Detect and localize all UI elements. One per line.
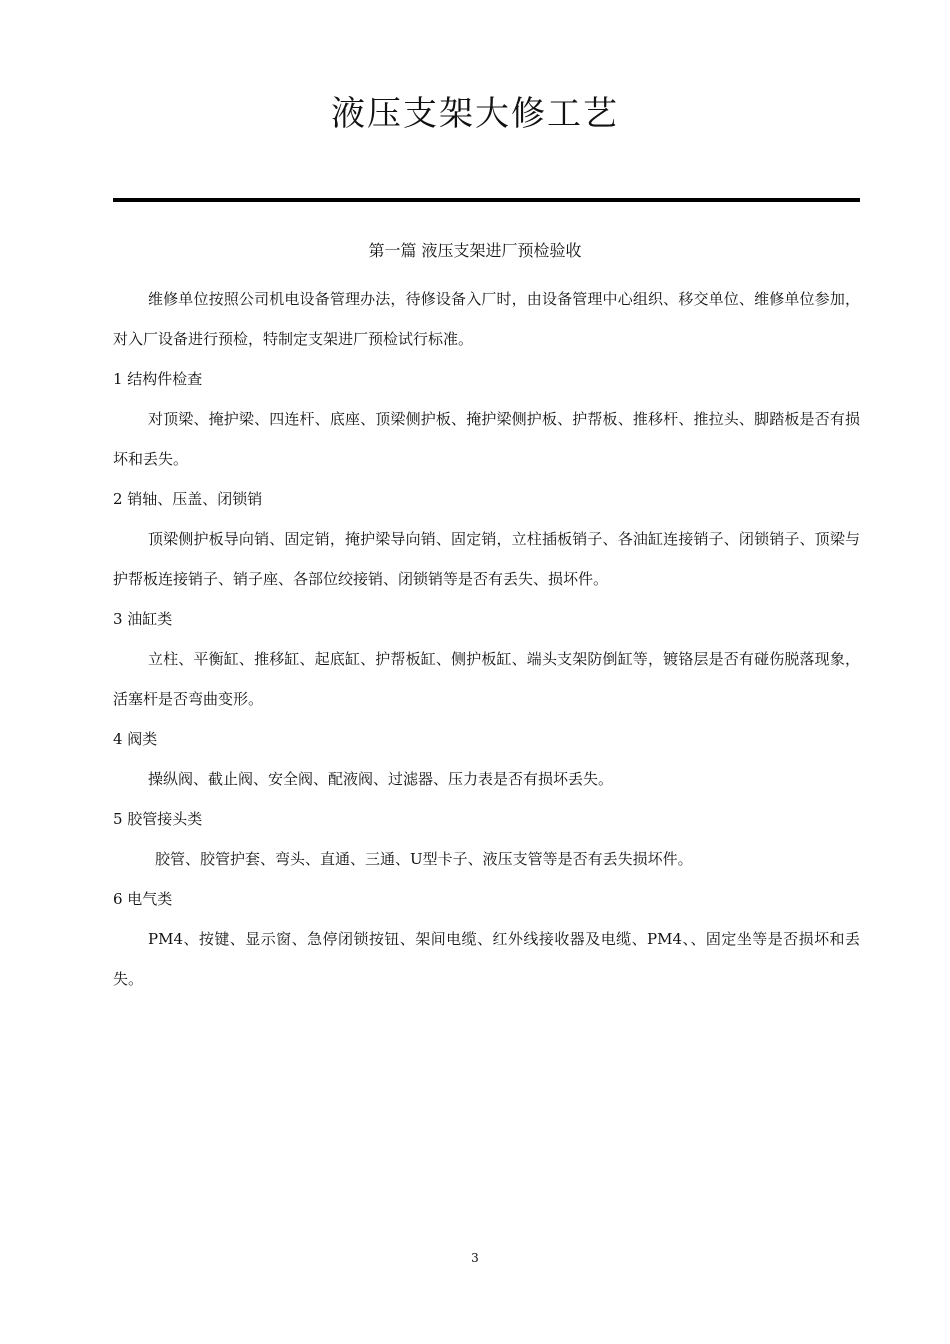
item-heading-pins: 2 销轴、压盖、闭锁销	[113, 490, 263, 508]
item-heading-valves: 4 阀类	[113, 730, 158, 748]
item-text-cylinders: 立柱、平衡缸、推移缸、起底缸、护帮板缸、侧护板缸、端头支架防倒缸等，镀铬层是否有碰伤脱落现象，活塞杆是否弯曲变形。	[113, 650, 860, 708]
item-heading-hoses: 5 胶管接头类	[113, 810, 203, 828]
intro-paragraph: 维修单位按照公司机电设备管理办法，待修设备入厂时，由设备管理中心组织、移交单位、维修单位参加，对入厂设备进行预检，特制定支架进厂预检试行标准。	[113, 290, 860, 348]
item-text-pins: 顶梁侧护板导向销、固定销，掩护梁导向销、固定销，立柱插板销子、各油缸连接销子、闭锁销子、顶梁与护帮板连接销子、销子座、各部位绞接销、闭锁销等是否有丢失、损坏件。	[113, 530, 860, 588]
title-divider	[113, 198, 860, 202]
item-text-electrical: PM4、按键、显示窗、急停闭锁按钮、架间电缆、红外线接收器及电缆、PM4、、固定坐等是否损坏和丢失。	[113, 930, 860, 988]
item-heading-cylinders: 3 油缸类	[113, 610, 173, 628]
document-body	[113, 279, 860, 999]
item-text-structure: 对顶梁、掩护梁、四连杆、底座、顶梁侧护板、掩护梁侧护板、护帮板、推移杆、推拉头、脚踏板是否有损坏和丢失。	[113, 410, 860, 468]
document-title: 液压支架大修工艺	[331, 94, 619, 134]
section-heading: 第一篇 液压支架进厂预检验收	[368, 241, 582, 260]
item-text-hoses: 胶管、胶管护套、弯头、直通、三通、U型卡子、液压支管等是否有丢失损坏件。	[155, 850, 693, 868]
item-heading-structure: 1 结构件检查	[113, 370, 203, 388]
item-heading-electrical: 6 电气类	[113, 890, 173, 908]
page-number: 3	[471, 1251, 479, 1265]
item-text-valves: 操纵阀、截止阀、安全阀、配液阀、过滤器、压力表是否有损坏丢失。	[148, 770, 614, 788]
